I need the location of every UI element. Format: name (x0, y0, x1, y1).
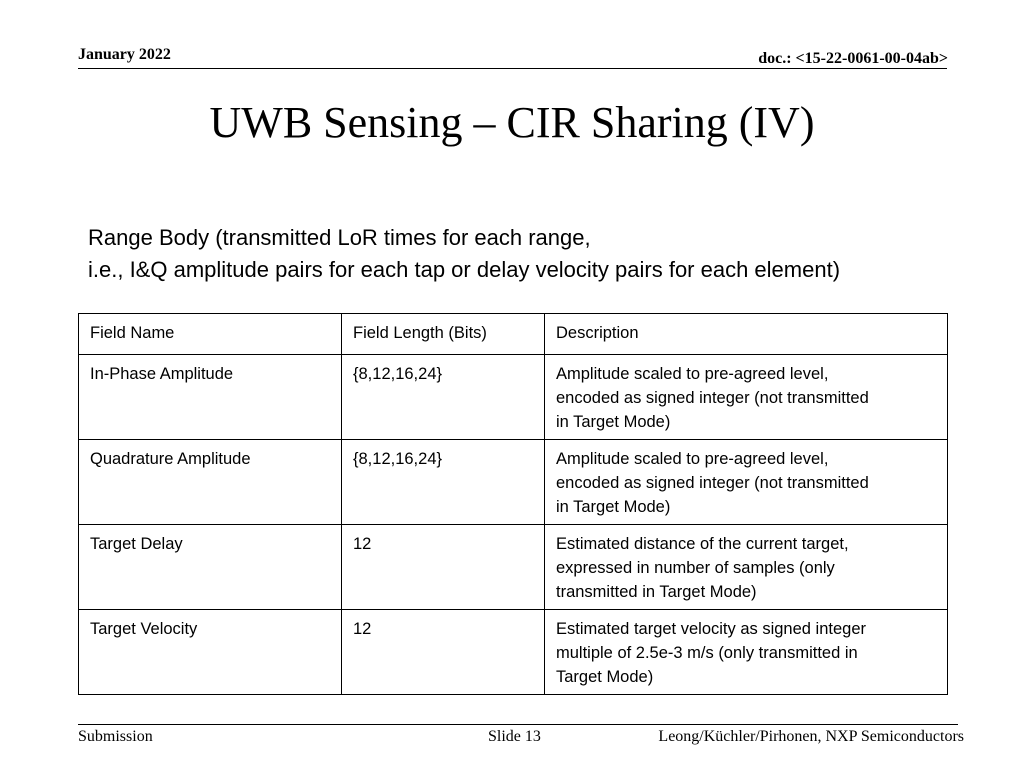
cell-field-length: {8,12,16,24} (342, 440, 545, 525)
cell-field-length: 12 (342, 610, 545, 695)
description-line: Target Mode) (556, 668, 654, 686)
table-row (79, 355, 948, 440)
cell-field-length: 12 (342, 525, 545, 610)
table-row (79, 525, 948, 610)
description-line: Amplitude scaled to pre-agreed level, (556, 450, 829, 468)
intro-line-2: i.e., I&Q amplitude pairs for each tap or delay velocity pairs for each element) (88, 257, 841, 282)
header-field-length: Field Length (Bits) (342, 314, 545, 355)
cell-description (545, 440, 948, 525)
description-line: Estimated distance of the current target, (556, 535, 849, 553)
description-line: transmitted in Target Mode) (556, 583, 757, 601)
header-date: January 2022 (78, 46, 171, 63)
footer-authors: Leong/Küchler/Pirhonen, NXP Semiconductors (658, 728, 964, 745)
header-field-name: Field Name (79, 314, 342, 355)
footer-slide-number: Slide 13 (488, 728, 541, 745)
table-row (79, 610, 948, 695)
header-divider (78, 68, 947, 69)
description-line: in Target Mode) (556, 413, 671, 431)
cell-field-name: Target Delay (79, 525, 342, 610)
field-table (78, 313, 948, 695)
cell-description (545, 355, 948, 440)
cell-field-name: In-Phase Amplitude (79, 355, 342, 440)
description-line: multiple of 2.5e-3 m/s (only transmitted in (556, 644, 858, 662)
cell-field-name: Target Velocity (79, 610, 342, 695)
table-header-row (79, 314, 948, 355)
cell-field-length: {8,12,16,24} (342, 355, 545, 440)
cell-field-name: Quadrature Amplitude (79, 440, 342, 525)
description-line: encoded as signed integer (not transmitted (556, 389, 869, 407)
cell-description (545, 525, 948, 610)
footer-divider (78, 724, 958, 725)
intro-line-1: Range Body (transmitted LoR times for each range, (88, 225, 591, 250)
table-row (79, 440, 948, 525)
description-line: in Target Mode) (556, 498, 671, 516)
description-line: expressed in number of samples (only (556, 559, 835, 577)
intro-text (88, 222, 840, 286)
header-doc-id: doc.: <15-22-0061-00-04ab> (758, 50, 948, 67)
description-line: encoded as signed integer (not transmitted (556, 474, 869, 492)
description-line: Estimated target velocity as signed integer (556, 620, 866, 638)
footer-submission: Submission (78, 728, 153, 745)
header-description: Description (545, 314, 948, 355)
description-line: Amplitude scaled to pre-agreed level, (556, 365, 829, 383)
slide-title: UWB Sensing – CIR Sharing (IV) (209, 98, 815, 147)
cell-description (545, 610, 948, 695)
